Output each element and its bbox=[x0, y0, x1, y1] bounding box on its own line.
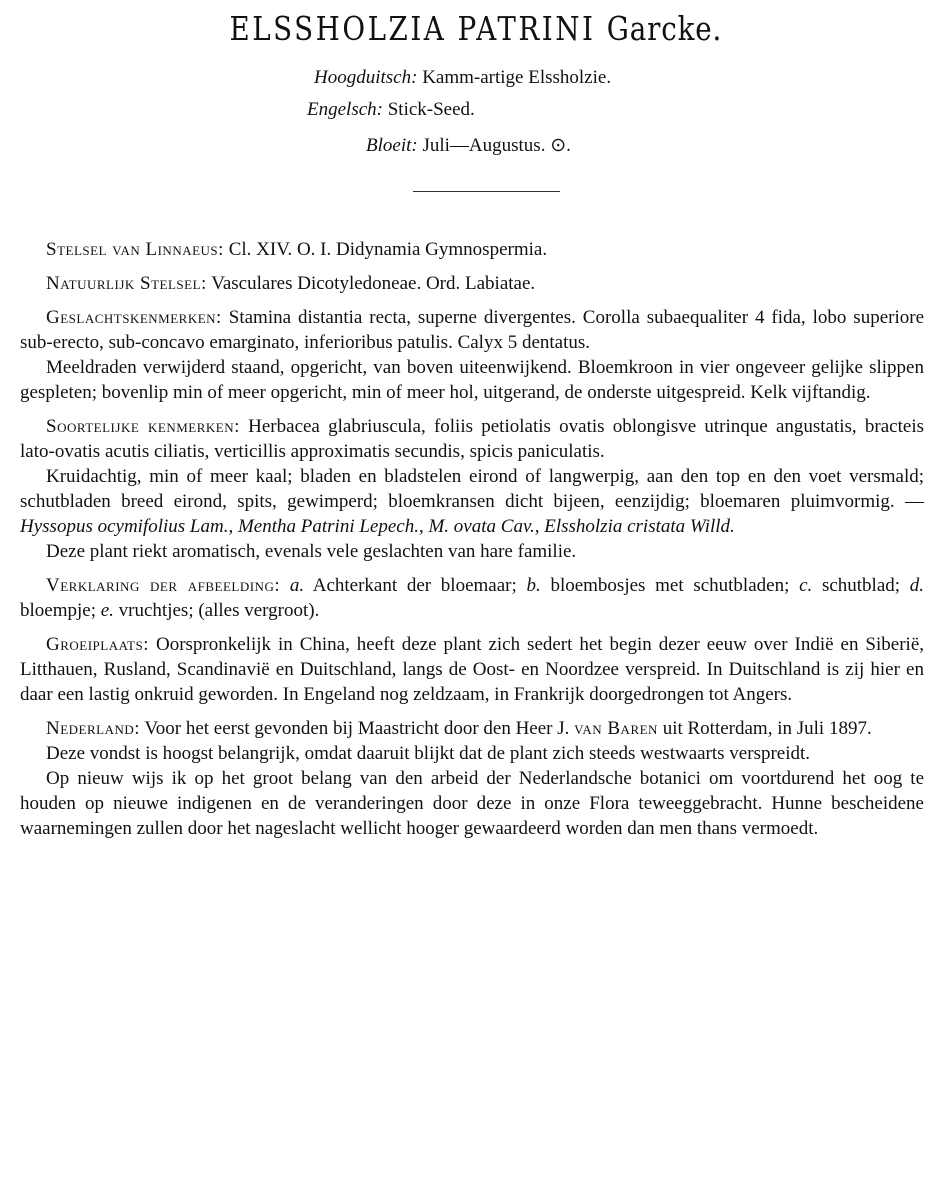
linnaeus-paragraph bbox=[20, 237, 924, 262]
figure-item-a: Achterkant der bloemaar; bbox=[312, 575, 517, 596]
genus-label: Geslachtskenmerken: bbox=[46, 307, 222, 328]
figure-paragraph bbox=[20, 573, 924, 623]
natural-system-paragraph bbox=[20, 271, 924, 296]
habitat-label: Groeiplaats: bbox=[46, 634, 150, 655]
species-latin-text: Herbacea glabriuscula, foliis petiolatis ovatis oblongisve utrinque angustatis, bracteis lato-ovatis acutis ciliatis, verticillis approximatis secundis, spicis paniculatis. bbox=[20, 416, 924, 462]
synonym-2: Mentha Patrini Lepech. bbox=[237, 516, 419, 537]
netherlands-paragraph bbox=[20, 716, 924, 741]
natural-system-label: Natuurlijk Stelsel: bbox=[46, 273, 207, 294]
figure-key-c: c. bbox=[799, 575, 813, 596]
figure-item-b: bloembosjes met schutbladen; bbox=[550, 575, 790, 596]
german-name: Kamm-artige Elssholzie. bbox=[422, 67, 612, 88]
linnaeus-text: Cl. XIV. O. I. Didynamia Gymnospermia. bbox=[228, 239, 548, 260]
closing-text: Op nieuw wijs ik op het groot belang van den arbeid der Nederlandsche botanici om voortdurend het oog te houden op nieuwe indigenen en de veranderingen door deze in onze Flora teweeggebracht. Hunne bescheidene waarnemingen zullen door het nageslacht wellicht hooger gewaardeerd worden dan men thans vermoedt. bbox=[20, 768, 924, 839]
description-body bbox=[20, 237, 924, 850]
aroma-paragraph bbox=[20, 539, 924, 564]
figure-item-d: bloempje; bbox=[20, 600, 96, 621]
genus-latin-paragraph bbox=[20, 305, 924, 355]
find-text: Deze vondst is hoogst belangrijk, omdat daaruit blijkt dat de plant zich steeds westwaarts verspreidt. bbox=[46, 743, 811, 764]
netherlands-label: Nederland: bbox=[46, 718, 141, 739]
title-divider bbox=[413, 191, 560, 192]
genus-latin-text: Stamina distantia recta, superne divergentes. Corolla subaequaliter 4 fida, lobo superiore sub-erecto, sub-concavo emarginato, inferioribus patulis. Calyx 5 dentatus. bbox=[20, 307, 924, 353]
netherlands-text-1: Voor het eerst gevonden bij Maastricht door den Heer J. bbox=[144, 718, 570, 739]
bloom-value: Juli—Augustus. ⊙. bbox=[422, 135, 571, 156]
figure-key-a: a. bbox=[289, 575, 305, 596]
english-label: Engelsch: bbox=[307, 99, 383, 120]
species-latin-paragraph bbox=[20, 414, 924, 464]
figure-item-c: schutblad; bbox=[821, 575, 901, 596]
netherlands-collector-name: van Baren bbox=[574, 718, 658, 739]
closing-paragraph bbox=[20, 766, 924, 841]
german-label: Hoogduitsch: bbox=[314, 67, 418, 88]
species-dutch-paragraph: Kruidachtig, min of meer kaal; bladen en bladstelen eirond of langwerpig, aan den top en den voet versmald; schutbladen breed eirond, spits, gewimperd; bloemkransen dicht bijeen, eenzijdig; bloemaren pluimvormig. — Hyssopus ocymifolius Lam., Mentha Patrini Lepech., M. ovata Cav., Elssholzia cristata Willd. bbox=[20, 466, 924, 537]
synonym-1: Hyssopus ocymifolius Lam. bbox=[20, 516, 229, 537]
german-name-line bbox=[314, 68, 611, 87]
bloom-line bbox=[366, 136, 571, 155]
figure-label: Verklaring der afbeelding: bbox=[46, 575, 281, 596]
figure-item-e: vruchtjes; (alles vergroot). bbox=[118, 600, 320, 621]
figure-key-d: d. bbox=[909, 575, 925, 596]
species-dutch-text: Kruidachtig, min of meer kaal; bladen en bladstelen eirond of langwerpig, aan den top en den voet versmald; schutbladen breed eirond, spits, gewimperd; bloemkransen dicht bijeen, eenzijdig; bloemaren pluimvormig. — bbox=[20, 466, 924, 512]
title-genus: ELSSHOLZIA PATRINI bbox=[229, 9, 596, 48]
figure-key-b: b. bbox=[526, 575, 541, 596]
aroma-text: Deze plant riekt aromatisch, evenals vele geslachten van hare familie. bbox=[46, 541, 577, 562]
figure-key-e: e. bbox=[100, 600, 114, 621]
title-author: Garcke. bbox=[606, 9, 723, 48]
english-name: Stick-Seed. bbox=[387, 99, 475, 120]
synonym-4: Elssholzia cristata Willd. bbox=[544, 516, 735, 537]
species-label: Soortelijke kenmerken: bbox=[46, 416, 240, 437]
natural-system-text: Vasculares Dicotyledoneae. Ord. Labiatae. bbox=[211, 273, 536, 294]
habitat-text: Oorspronkelijk in China, heeft deze plant zich sedert het begin dezer eeuw over Indië en Siberië, Litthauen, Rusland, Scandinavië en Duitschland, langs de Oost- en Noordzee verspreid. In Duitschland is zij hier en daar een lastig onkruid geworden. In Engeland nog zeldzaam, in Frankrijk doorgedrongen tot Angers. bbox=[20, 634, 925, 705]
genus-dutch-text: Meeldraden verwijderd staand, opgericht, van boven uiteenwijkend. Bloemkroon in vier ongeveer gelijke slippen gespleten; bovenlip min of meer opgericht, min of meer hol, uitgerand, de onderste uitgespreid. Kelk vijftandig. bbox=[20, 357, 924, 403]
find-paragraph bbox=[20, 741, 924, 766]
synonym-3: M. ovata Cav. bbox=[428, 516, 535, 537]
species-title bbox=[77, 9, 875, 48]
english-name-line bbox=[307, 100, 475, 119]
linnaeus-label: Stelsel van Linnaeus: bbox=[46, 239, 224, 260]
genus-dutch-paragraph bbox=[20, 355, 924, 405]
bloom-label: Bloeit: bbox=[366, 135, 418, 156]
habitat-paragraph bbox=[20, 632, 924, 707]
netherlands-text-2: uit Rotterdam, in Juli 1897. bbox=[662, 718, 872, 739]
